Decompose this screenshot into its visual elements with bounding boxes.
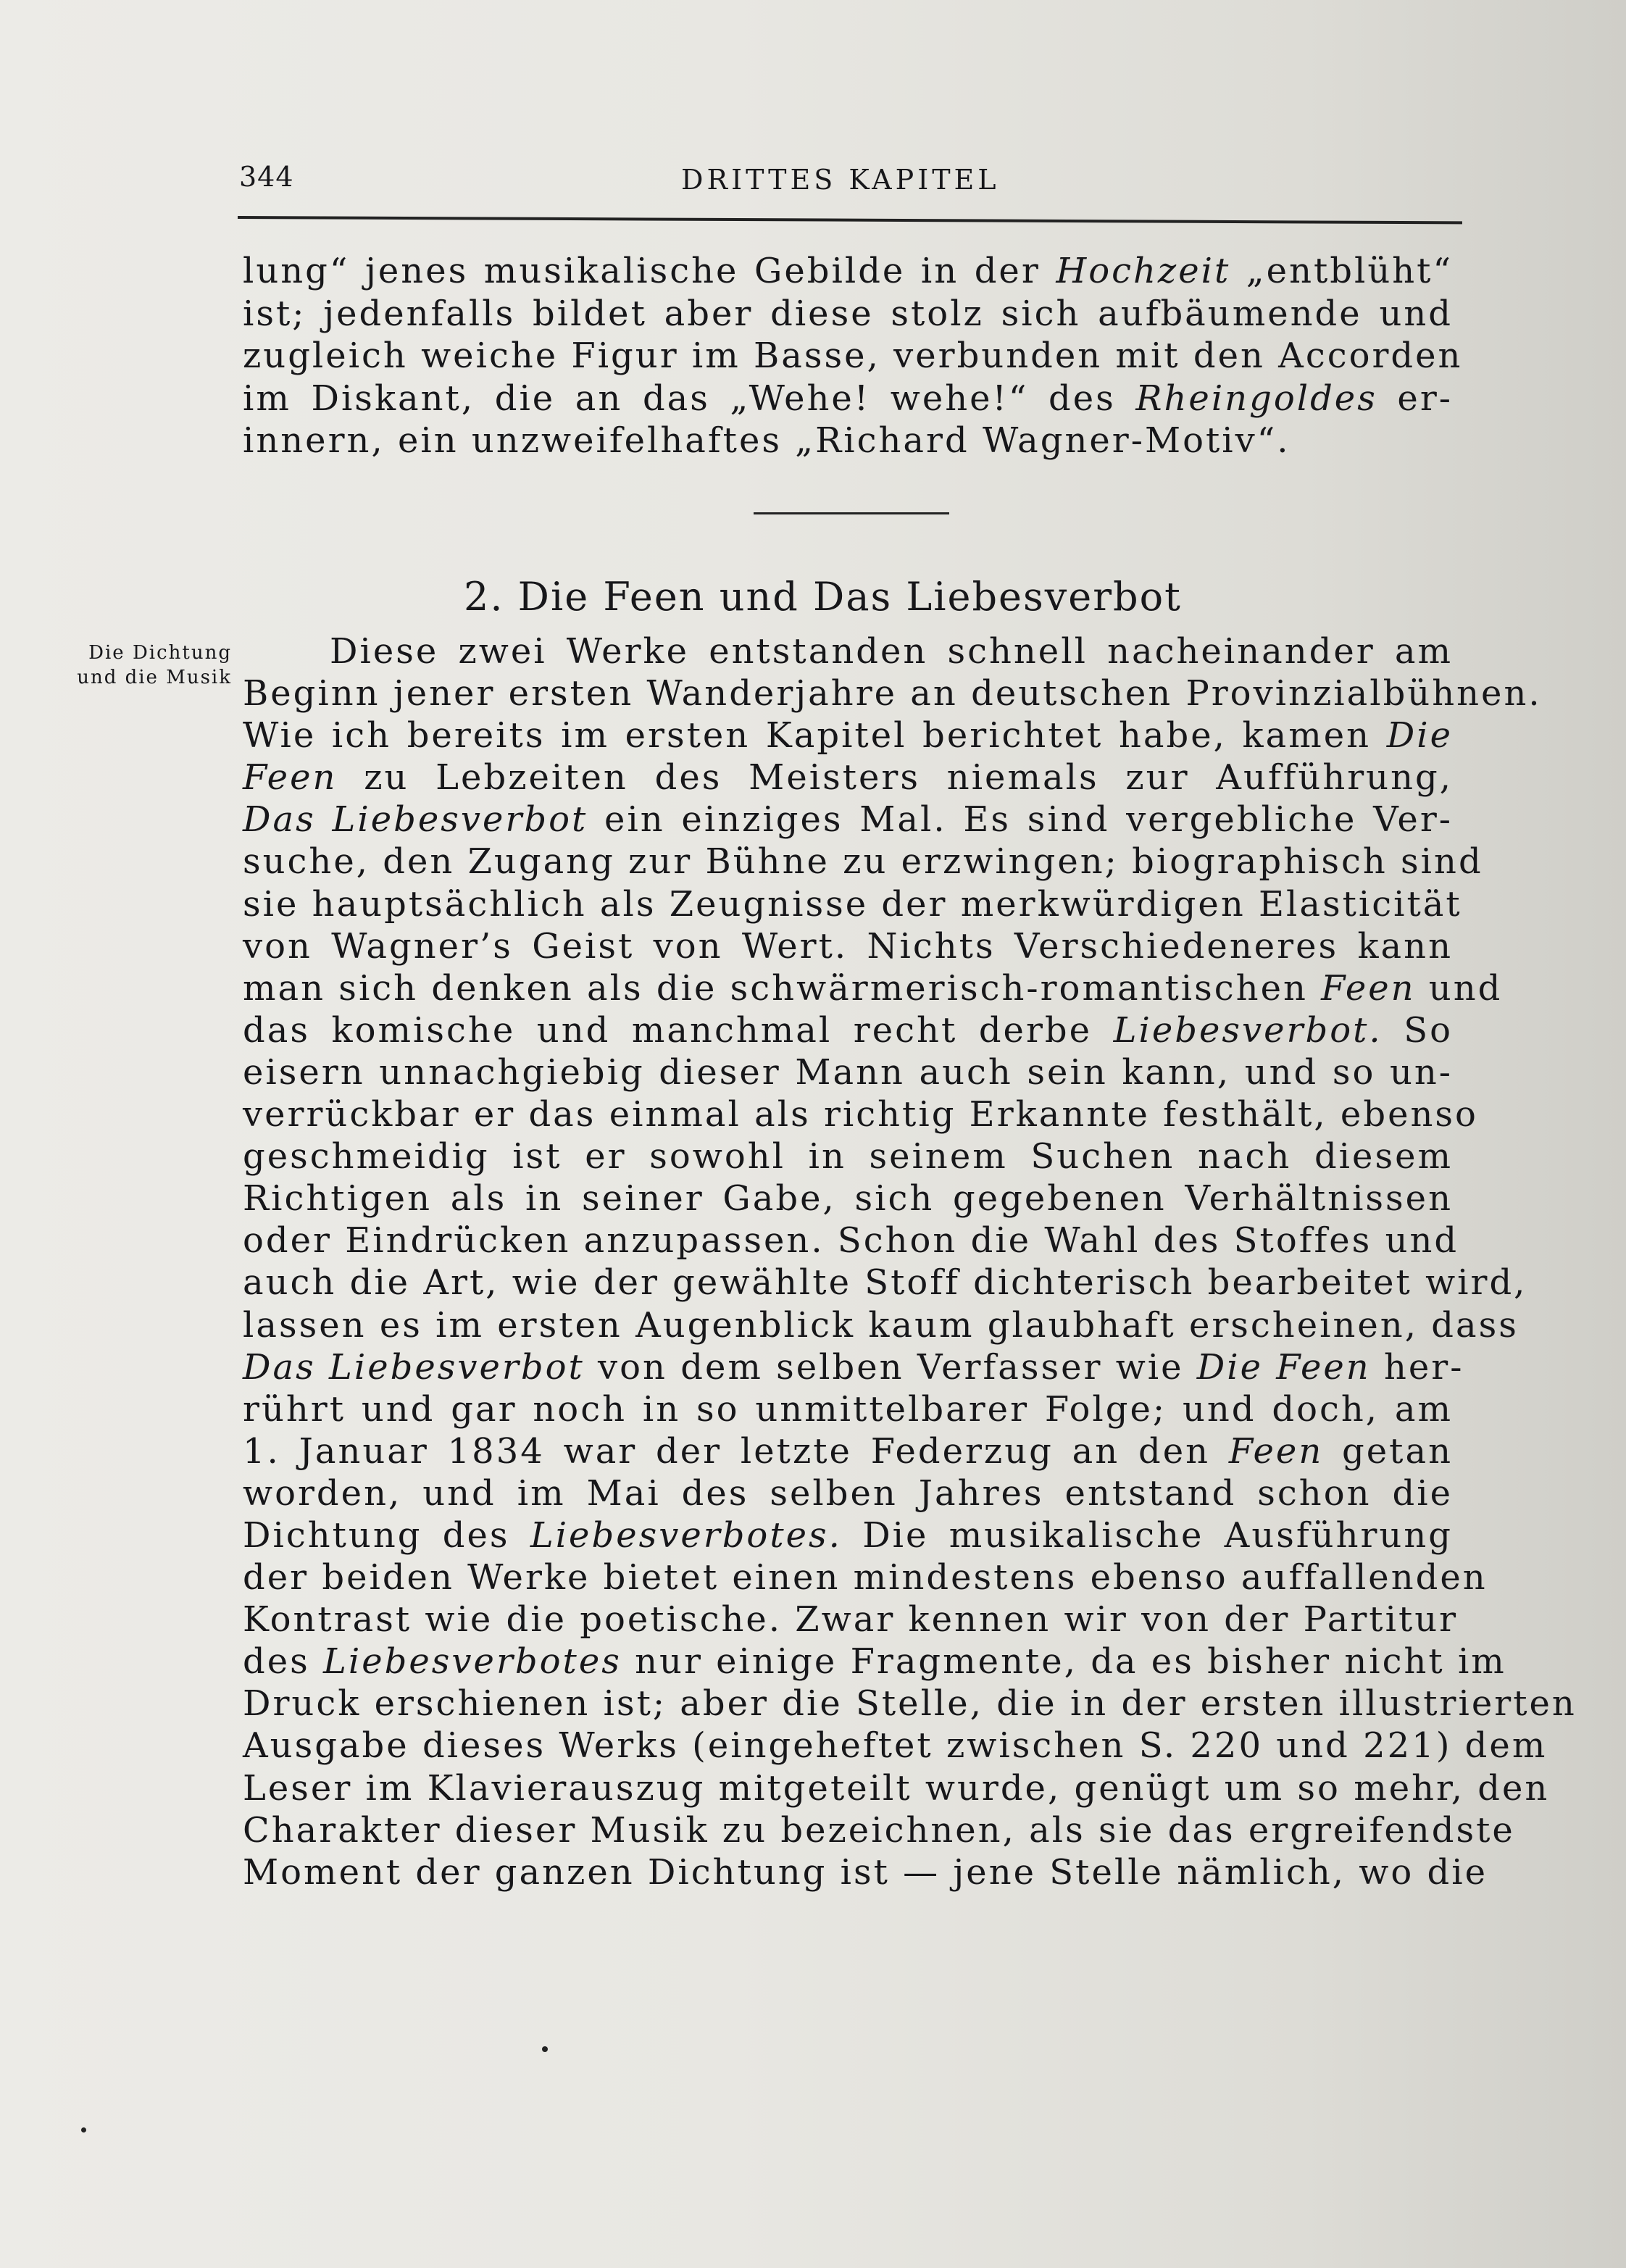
text-line (243, 420, 1453, 462)
text-run: von dem selben Verfasser wie (584, 1346, 1197, 1388)
text-run: getan (1323, 1430, 1454, 1472)
text-line (243, 1430, 1453, 1472)
text-line (243, 1556, 1488, 1598)
text-line (243, 672, 1542, 714)
text-line (243, 1472, 1453, 1514)
text-line (243, 1851, 1488, 1893)
text-run: Wie ich bereits im ersten Kapitel berichtet habe, kamen (243, 715, 1387, 756)
section-title: 2. Die Feen und Das Liebesverbot (464, 574, 1182, 620)
italic-title: Das Liebesverbot (243, 799, 588, 841)
text-run: Kontrast wie die poetische. Zwar kennen wir von der Partitur (243, 1599, 1459, 1640)
text-line (243, 1514, 1453, 1556)
italic-title: Liebesverbotes. (530, 1514, 842, 1556)
text-line (243, 1809, 1515, 1851)
text-run: verrückbar er das einmal als richtig Erkannte festhält, ebenso (243, 1094, 1478, 1135)
text-line (243, 925, 1453, 967)
italic-title: Das Liebesverbot (243, 1346, 585, 1388)
text-run: 1. Januar 1834 war der letzte Federzug an den (243, 1430, 1229, 1472)
text-line (243, 799, 1453, 841)
italic-title: Rheingoldes (1135, 378, 1377, 419)
text-line (243, 1051, 1453, 1093)
italic-title: Liebesverbot. (1113, 1009, 1383, 1051)
text-line (243, 378, 1453, 420)
text-line (243, 250, 1453, 293)
text-line (243, 1009, 1453, 1051)
header-rule (238, 216, 1462, 224)
italic-title: Feen (1228, 1430, 1324, 1472)
text-run: ist; jedenfalls bildet aber diese stolz sich aufbäumende und (243, 293, 1453, 334)
text-run: Beginn jener ersten Wanderjahre an deutschen Provinzialbühnen. (243, 673, 1542, 714)
text-run: oder Eindrücken anzupassen. Schon die Wahl des Stoffes und (243, 1220, 1459, 1262)
italic-title: Liebesverbotes (323, 1641, 622, 1683)
text-run: Druck erschienen ist; aber die Stelle, die in der ersten illustrierten (243, 1683, 1577, 1725)
italic-title: Die Feen (1196, 1346, 1371, 1388)
section-divider-rule (754, 512, 949, 514)
text-run: lassen es im ersten Augenblick kaum glaubhaft erscheinen, dass (243, 1304, 1519, 1346)
text-line (243, 1346, 1464, 1388)
text-run: Charakter dieser Musik zu bezeichnen, als sie das ergreifendste (243, 1809, 1515, 1851)
text-run: Leser im Klavierauszug mitgeteilt wurde, genügt um so mehr, den (243, 1767, 1550, 1809)
text-line (243, 1598, 1459, 1640)
speck (542, 2046, 548, 2052)
text-line (243, 1262, 1527, 1304)
text-run: man sich denken als die schwärmerisch-romantischen (243, 967, 1322, 1009)
text-line (243, 293, 1453, 335)
italic-title: Feen (243, 757, 338, 799)
text-run: So (1382, 1009, 1453, 1051)
text-run: Diese zwei Werke entstanden schnell nacheinander am (330, 631, 1453, 672)
text-run: zugleich weiche Figur im Basse, verbunden mit den Accorden (243, 335, 1463, 377)
text-run: von Wagner’s Geist von Wert. Nichts Verschiedeneres kann (243, 925, 1453, 967)
italic-title: Die (1386, 715, 1453, 756)
text-run: suche, den Zugang zur Bühne zu erzwingen; biographisch sind (243, 841, 1483, 883)
margin-note (36, 641, 232, 690)
text-run: Dichtung des (243, 1514, 530, 1556)
text-line (243, 1725, 1548, 1767)
page-number: 344 (239, 161, 294, 193)
text-line (243, 967, 1503, 1009)
text-run: Moment der ganzen Dichtung ist — jene Stelle nämlich, wo die (243, 1851, 1488, 1893)
text-line (243, 1093, 1478, 1135)
text-run: „entblüht“ (1230, 251, 1454, 291)
text-run: des (243, 1641, 324, 1683)
italic-title: Hochzeit (1056, 251, 1231, 291)
text-run: Die musikalische Ausführung (841, 1514, 1453, 1556)
text-line (243, 1304, 1519, 1346)
text-run: ein einziges Mal. Es sind vergebliche Ver- (588, 799, 1453, 841)
text-run: nur einige Fragmente, da es bisher nicht im (621, 1641, 1506, 1683)
text-run: sie hauptsächlich als Zeugnisse der merkwürdigen Elasticität (243, 883, 1462, 925)
text-line (243, 1388, 1453, 1430)
text-line (243, 1135, 1453, 1177)
margin-note-line: Die Dichtung (88, 642, 232, 664)
text-line (243, 1683, 1577, 1725)
text-run: zu Lebzeiten des Meisters niemals zur Aufführung, (337, 757, 1453, 799)
text-run: auch die Art, wie der gewählte Stoff dichterisch bearbeitet wird, (243, 1262, 1527, 1304)
text-run: Ausgabe dieses Werks (eingeheftet zwischen S. 220 und 221) dem (243, 1725, 1548, 1767)
italic-title: Feen (1321, 967, 1416, 1009)
text-line (243, 756, 1453, 799)
speck (81, 2127, 86, 2132)
text-line (243, 335, 1463, 378)
text-run: das komische und manchmal recht derbe (243, 1009, 1114, 1051)
text-line (243, 630, 1453, 672)
text-run: lung“ jenes musikalische Gebilde in der (243, 251, 1056, 291)
paragraph-2 (243, 630, 1577, 1893)
text-run: rührt und gar noch in so unmittelbarer Folge; und doch, am (243, 1388, 1453, 1430)
text-run: im Diskant, die an das „Wehe! wehe!“ des (243, 378, 1136, 419)
text-run: eisern unnachgiebig dieser Mann auch sein kann, und so un- (243, 1051, 1453, 1093)
text-line (243, 1640, 1506, 1683)
text-line (243, 714, 1453, 756)
text-line (243, 1767, 1550, 1809)
text-line (243, 841, 1483, 883)
running-head: DRITTES KAPITEL (681, 164, 1000, 196)
text-run: er- (1377, 378, 1454, 419)
text-run: innern, ein unzweifelhaftes „Richard Wagner-Motiv“. (243, 420, 1291, 462)
text-run: und (1415, 967, 1503, 1009)
text-run: her- (1370, 1346, 1464, 1388)
text-line (243, 1177, 1453, 1220)
text-run: der beiden Werke bietet einen mindestens ebenso auffallenden (243, 1557, 1488, 1598)
margin-note-line: und die Musik (77, 667, 232, 688)
text-line (243, 1220, 1459, 1262)
text-run: geschmeidig ist er sowohl in seinem Suchen nach diesem (243, 1136, 1453, 1177)
text-run: Richtigen als in seiner Gabe, sich gegebenen Verhältnissen (243, 1178, 1453, 1220)
text-run: worden, und im Mai des selben Jahres entstand schon die (243, 1472, 1453, 1514)
paragraph-1 (243, 250, 1463, 462)
text-line (243, 883, 1462, 925)
